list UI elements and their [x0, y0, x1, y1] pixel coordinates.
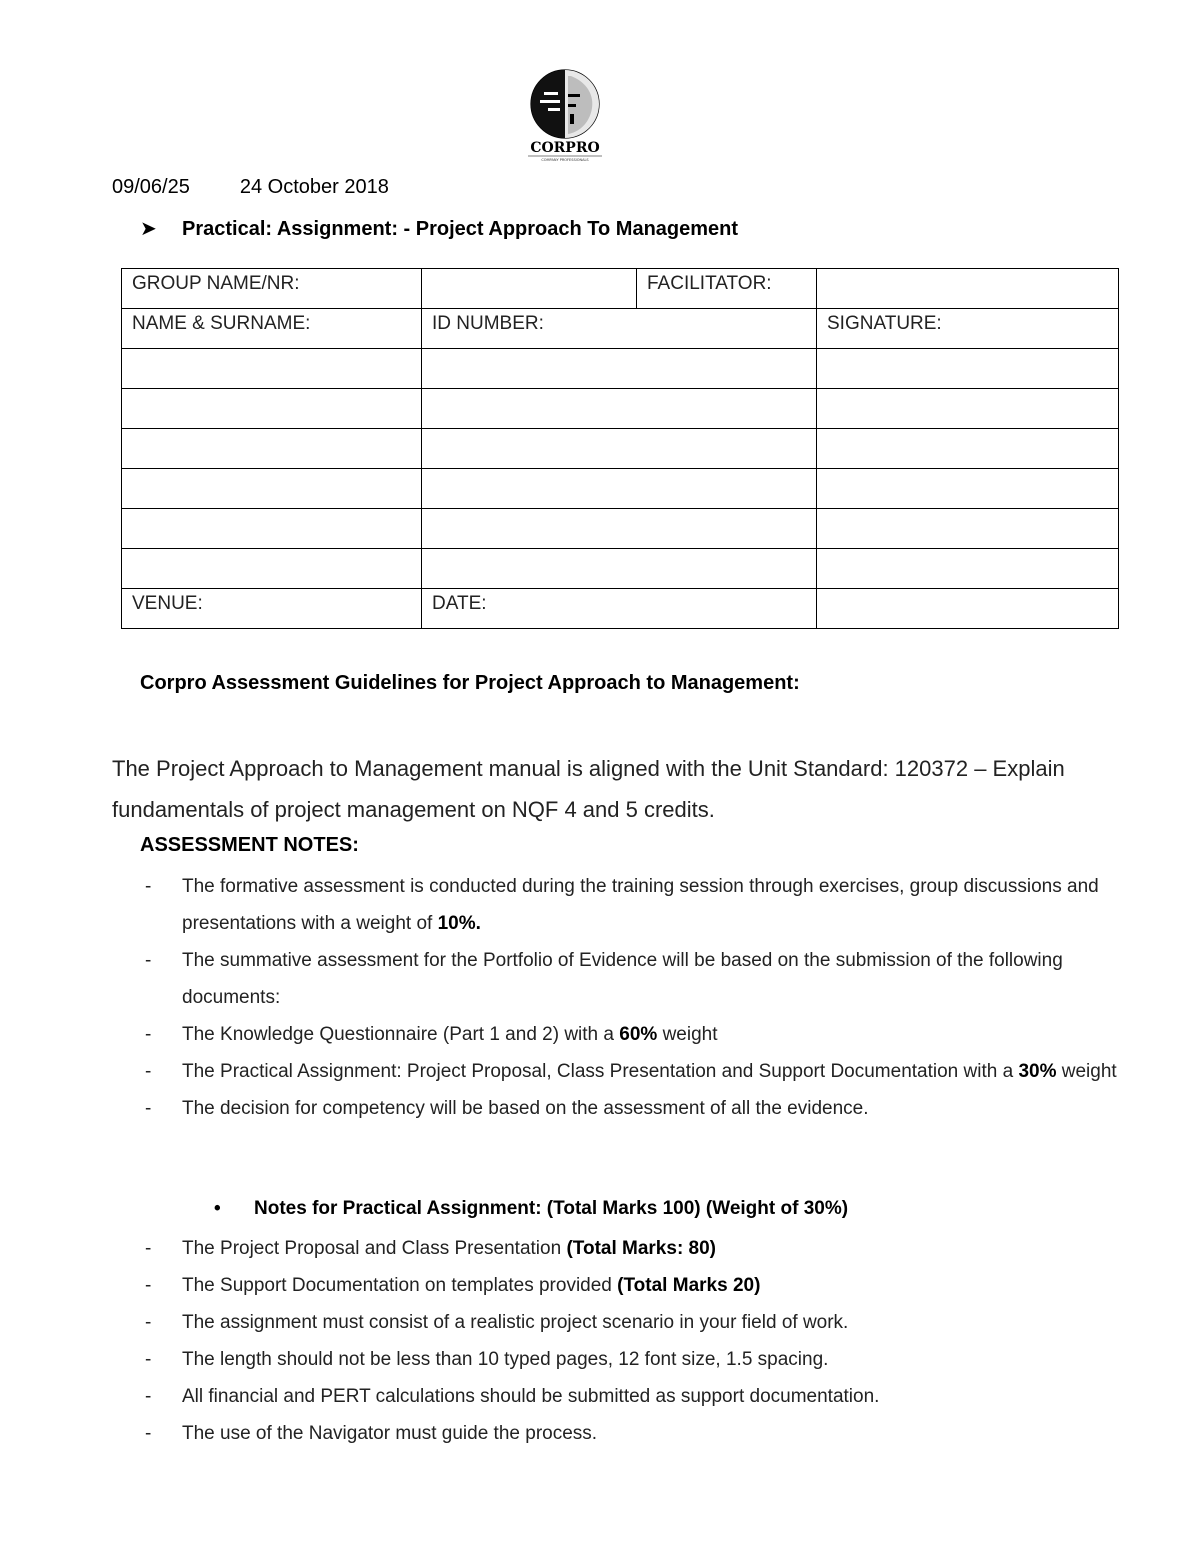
table-row [122, 509, 1119, 549]
practical-notes-title: • Notes for Practical Assignment: (Total Marks 100) (Weight of 30%) [214, 1198, 849, 1219]
learner-details-table [121, 268, 1119, 629]
signature-cell[interactable] [817, 549, 1119, 589]
table-row [122, 589, 1119, 629]
id-cell[interactable] [422, 509, 817, 549]
table-row [122, 269, 1119, 309]
id-cell[interactable] [422, 429, 817, 469]
signature-header: SIGNATURE: [817, 309, 1119, 349]
date-short: 09/06/25 [112, 176, 190, 198]
id-cell[interactable] [422, 349, 817, 389]
id-cell[interactable] [422, 389, 817, 429]
list-item: - The length should not be less than 10 typed pages, 12 font size, 1.5 spacing. [140, 1341, 1140, 1378]
name-cell[interactable] [122, 389, 422, 429]
table-row [122, 309, 1119, 349]
list-item: - The formative assessment is conducted during the training session through exercises, group discussions and presentations with a weight of 10%. [140, 868, 1140, 942]
dash-bullet-icon: - [145, 876, 152, 897]
list-item: - The use of the Navigator must guide the process. [140, 1415, 1140, 1452]
list-item: - The Knowledge Questionnaire (Part 1 and 2) with a 60% weight [140, 1016, 1140, 1053]
corpro-logo [522, 68, 608, 164]
assessment-notes-list [140, 868, 1140, 1127]
dash-bullet-icon: - [145, 950, 152, 971]
page-title-text: Practical: Assignment: - Project Approach To Management [182, 218, 739, 240]
list-item: - The Project Proposal and Class Presentation (Total Marks: 80) [140, 1230, 1140, 1267]
dash-bullet-icon: - [145, 1024, 152, 1045]
name-cell[interactable] [122, 429, 422, 469]
assessment-notes-title: ASSESSMENT NOTES: [140, 834, 359, 856]
logo-text: CORPRO [530, 140, 600, 156]
signature-cell[interactable] [817, 429, 1119, 469]
dash-bullet-icon: - [145, 1349, 152, 1370]
dash-bullet-icon: - [145, 1238, 152, 1259]
guidelines-paragraph: The Project Approach to Management manual is aligned with the Unit Standard: 120372 – Explain fundamentals of project management on NQF 4 and 5 credits. [112, 756, 1065, 822]
date-long: 24 October 2018 [239, 176, 389, 198]
guidelines-title: Corpro Assessment Guidelines for Project Approach to Management: [140, 672, 800, 694]
list-item: - All financial and PERT calculations should be submitted as support documentation. [140, 1378, 1140, 1415]
page-title [140, 216, 738, 241]
id-cell[interactable] [422, 549, 817, 589]
dash-bullet-icon: - [145, 1312, 152, 1333]
venue-date-blank-cell[interactable] [817, 589, 1119, 629]
name-cell[interactable] [122, 549, 422, 589]
arrow-bullet-icon: ➤ [140, 218, 157, 240]
venue-label: VENUE: [122, 589, 422, 629]
id-number-header: ID NUMBER: [422, 309, 817, 349]
list-item: - The decision for competency will be based on the assessment of all the evidence. [140, 1090, 1140, 1127]
signature-cell[interactable] [817, 389, 1119, 429]
table-row [122, 349, 1119, 389]
name-cell[interactable] [122, 469, 422, 509]
list-item: - The Practical Assignment: Project Proposal, Class Presentation and Support Documentation with a 30% weight [140, 1053, 1140, 1090]
group-name-field[interactable] [422, 269, 637, 309]
list-item: - The summative assessment for the Portfolio of Evidence will be based on the submission of the following documents: [140, 942, 1140, 1016]
group-name-label: GROUP NAME/NR: [122, 269, 422, 309]
dash-bullet-icon: - [145, 1423, 152, 1444]
name-cell[interactable] [122, 509, 422, 549]
table-row [122, 469, 1119, 509]
signature-cell[interactable] [817, 469, 1119, 509]
logo-tagline: COMPANY PROFESSIONALS [541, 158, 589, 162]
table-row [122, 549, 1119, 589]
facilitator-field[interactable] [817, 269, 1119, 309]
name-surname-header: NAME & SURNAME: [122, 309, 422, 349]
table-row [122, 389, 1119, 429]
date-line [112, 176, 389, 199]
list-item: - The Support Documentation on templates provided (Total Marks 20) [140, 1267, 1140, 1304]
date-label: DATE: [422, 589, 817, 629]
dash-bullet-icon: - [145, 1061, 152, 1082]
dash-bullet-icon: - [145, 1386, 152, 1407]
round-bullet-icon: • [214, 1198, 221, 1219]
table-row [122, 429, 1119, 469]
dash-bullet-icon: - [145, 1275, 152, 1296]
name-cell[interactable] [122, 349, 422, 389]
facilitator-label: FACILITATOR: [637, 269, 817, 309]
dash-bullet-icon: - [145, 1098, 152, 1119]
practical-notes-list [140, 1230, 1140, 1452]
list-item: - The assignment must consist of a realistic project scenario in your field of work. [140, 1304, 1140, 1341]
signature-cell[interactable] [817, 509, 1119, 549]
signature-cell[interactable] [817, 349, 1119, 389]
id-cell[interactable] [422, 469, 817, 509]
